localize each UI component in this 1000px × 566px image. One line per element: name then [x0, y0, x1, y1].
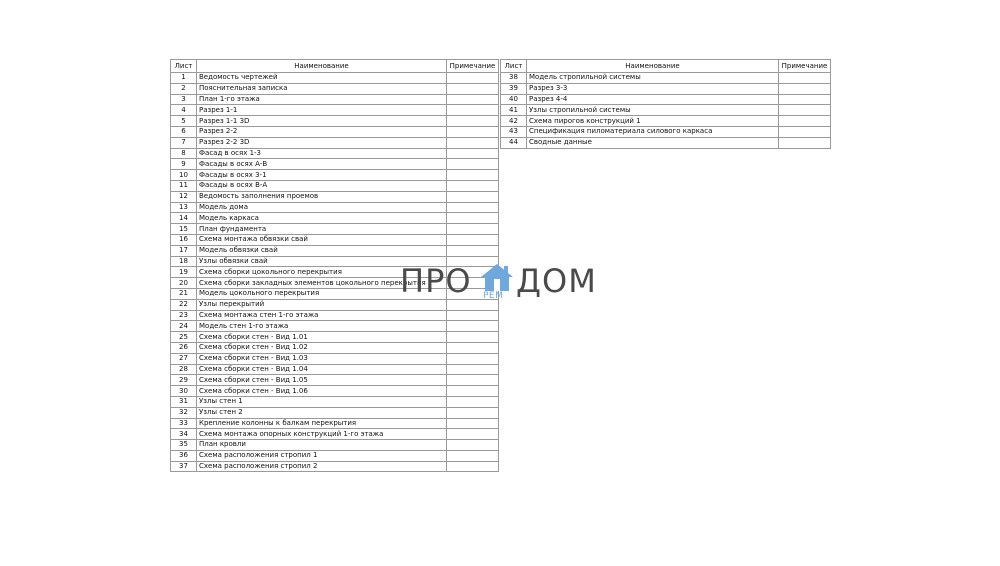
table-row — [171, 116, 499, 127]
sheet-number: 22 — [171, 299, 197, 310]
sheet-name: Схема монтажа стен 1-го этажа — [197, 310, 447, 321]
sheet-number: 3 — [171, 94, 197, 105]
sheet-note — [447, 137, 499, 148]
sheet-number: 40 — [501, 94, 527, 105]
sheet-number: 36 — [171, 450, 197, 461]
sheet-number: 43 — [501, 126, 527, 137]
sheet-name: Фасады в осях А-В — [197, 159, 447, 170]
sheet-note — [447, 396, 499, 407]
sheet-name: Схема пирогов конструкций 1 — [527, 116, 779, 127]
table-row — [171, 332, 499, 343]
sheet-number: 5 — [171, 116, 197, 127]
sheet-number: 35 — [171, 440, 197, 451]
table-row — [501, 126, 831, 137]
sheet-note — [779, 116, 831, 127]
table-row — [171, 396, 499, 407]
table-row — [171, 375, 499, 386]
sheet-note — [447, 332, 499, 343]
sheet-note — [447, 191, 499, 202]
sheet-note — [447, 461, 499, 472]
sheet-note — [447, 353, 499, 364]
sheet-name: Модель цокольного перекрытия — [197, 288, 447, 299]
table-row — [171, 234, 499, 245]
sheet-number: 37 — [171, 461, 197, 472]
sheet-name: Узлы стен 2 — [197, 407, 447, 418]
sheet-number: 11 — [171, 180, 197, 191]
sheet-number: 14 — [171, 213, 197, 224]
header-note: Примечание — [779, 60, 831, 73]
table-row — [171, 386, 499, 397]
sheet-note — [447, 364, 499, 375]
table-header-row — [501, 60, 831, 73]
sheet-name: Модель дома — [197, 202, 447, 213]
sheet-name: Схема сборки цокольного перекрытия — [197, 267, 447, 278]
sheet-name: Модель каркаса — [197, 213, 447, 224]
sheet-note — [447, 116, 499, 127]
table-row — [171, 105, 499, 116]
sheet-name: План кровли — [197, 440, 447, 451]
table-row — [171, 170, 499, 181]
sheet-note — [447, 440, 499, 451]
sheet-name: Спецификация пиломатериала силового каркаса — [527, 126, 779, 137]
sheet-name: Разрез 2-2 — [197, 126, 447, 137]
sheet-name: Фасад в осях 1-3 — [197, 148, 447, 159]
sheet-number: 10 — [171, 170, 197, 181]
table-row — [501, 137, 831, 148]
sheet-name: Схема расположения стропил 2 — [197, 461, 447, 472]
sheet-number: 44 — [501, 137, 527, 148]
sheet-name: Схема сборки стен - Вид 1.03 — [197, 353, 447, 364]
sheet-name: Ведомость чертежей — [197, 73, 447, 84]
sheet-number: 15 — [171, 224, 197, 235]
sheet-number: 21 — [171, 288, 197, 299]
table-row — [171, 83, 499, 94]
sheet-number: 13 — [171, 202, 197, 213]
sheet-note — [447, 224, 499, 235]
sheet-note — [447, 418, 499, 429]
sheet-note — [447, 450, 499, 461]
logo-word-left: ПРО — [400, 262, 472, 300]
sheet-name: Сводные данные — [527, 137, 779, 148]
sheet-note — [447, 245, 499, 256]
sheet-name: Модель стен 1-го этажа — [197, 321, 447, 332]
sheet-name: Схема сборки стен - Вид 1.04 — [197, 364, 447, 375]
sheet-number: 17 — [171, 245, 197, 256]
sheet-number: 18 — [171, 256, 197, 267]
header-name: Наименование — [527, 60, 779, 73]
table-row — [501, 83, 831, 94]
sheet-name: Разрез 4-4 — [527, 94, 779, 105]
sheet-note — [447, 148, 499, 159]
sheet-note — [447, 407, 499, 418]
table-row — [171, 364, 499, 375]
sheet-number: 25 — [171, 332, 197, 343]
sheet-note — [779, 137, 831, 148]
sheet-name: Ведомость заполнения проемов — [197, 191, 447, 202]
sheet-note — [779, 73, 831, 84]
sheet-number: 33 — [171, 418, 197, 429]
sheet-number: 28 — [171, 364, 197, 375]
sheet-number: 23 — [171, 310, 197, 321]
sheet-name: Узлы обвязки свай — [197, 256, 447, 267]
sheet-number: 16 — [171, 234, 197, 245]
table-row — [171, 429, 499, 440]
table-row — [171, 191, 499, 202]
sheet-number: 29 — [171, 375, 197, 386]
sheet-note — [779, 105, 831, 116]
logo-word-right: ДОМ — [516, 262, 597, 300]
sheet-number: 27 — [171, 353, 197, 364]
table-row — [171, 159, 499, 170]
sheet-note — [447, 386, 499, 397]
sheet-number: 41 — [501, 105, 527, 116]
sheet-name: Схема монтажа обвязки свай — [197, 234, 447, 245]
sheet-name: Разрез 3-3 — [527, 83, 779, 94]
sheet-note — [447, 310, 499, 321]
sheet-name: Схема сборки стен - Вид 1.02 — [197, 342, 447, 353]
sheet-note — [447, 342, 499, 353]
sheet-note — [447, 159, 499, 170]
house-icon — [479, 263, 515, 293]
table-row — [171, 418, 499, 429]
sheet-number: 32 — [171, 407, 197, 418]
sheet-name: Схема сборки стен - Вид 1.05 — [197, 375, 447, 386]
sheet-number: 26 — [171, 342, 197, 353]
sheet-note — [779, 94, 831, 105]
table-row — [171, 213, 499, 224]
sheet-name: Узлы перекрытий — [197, 299, 447, 310]
header-note: Примечание — [447, 60, 499, 73]
table-row — [171, 310, 499, 321]
table-row — [501, 116, 831, 127]
table-row — [171, 321, 499, 332]
sheet-name: План 1-го этажа — [197, 94, 447, 105]
sheet-note — [779, 126, 831, 137]
sheet-note — [447, 234, 499, 245]
drawings-table-right — [500, 59, 831, 149]
sheet-name: Узлы стропильной системы — [527, 105, 779, 116]
sheet-name: Фасады в осях 3-1 — [197, 170, 447, 181]
sheet-note — [447, 83, 499, 94]
table-row — [171, 148, 499, 159]
watermark-logo — [400, 262, 600, 304]
table-row — [171, 461, 499, 472]
sheet-name: Разрез 1-1 — [197, 105, 447, 116]
sheet-note — [447, 94, 499, 105]
sheet-number: 39 — [501, 83, 527, 94]
sheet-number: 31 — [171, 396, 197, 407]
sheet-name: Разрез 2-2 3D — [197, 137, 447, 148]
table-row — [171, 450, 499, 461]
sheet-note — [447, 375, 499, 386]
table-row — [171, 353, 499, 364]
sheet-name: Узлы стен 1 — [197, 396, 447, 407]
sheet-name: Схема расположения стропил 1 — [197, 450, 447, 461]
sheet-name: Модель стропильной системы — [527, 73, 779, 84]
sheet-number: 4 — [171, 105, 197, 116]
sheet-number: 2 — [171, 83, 197, 94]
sheet-name: План фундамента — [197, 224, 447, 235]
sheet-note — [447, 170, 499, 181]
sheet-name: Схема сборки закладных элементов цокольного перекрытия — [197, 278, 447, 289]
sheet-note — [447, 105, 499, 116]
sheet-note — [779, 83, 831, 94]
sheet-number: 34 — [171, 429, 197, 440]
header-name: Наименование — [197, 60, 447, 73]
table-row — [171, 440, 499, 451]
sheet-name: Модель обвязки свай — [197, 245, 447, 256]
sheet-number: 7 — [171, 137, 197, 148]
sheet-name: Фасады в осях В-А — [197, 180, 447, 191]
logo-sub: РЕМ — [483, 291, 504, 301]
sheet-number: 30 — [171, 386, 197, 397]
table-row — [171, 126, 499, 137]
sheet-note — [447, 321, 499, 332]
table-row — [171, 202, 499, 213]
sheet-note — [447, 126, 499, 137]
table-row — [171, 73, 499, 84]
sheet-number: 6 — [171, 126, 197, 137]
sheet-number: 24 — [171, 321, 197, 332]
table-row — [171, 245, 499, 256]
table-row — [171, 407, 499, 418]
sheet-number: 20 — [171, 278, 197, 289]
table-header-row — [171, 60, 499, 73]
table-row — [171, 180, 499, 191]
table-row — [171, 224, 499, 235]
sheet-number: 38 — [501, 73, 527, 84]
sheet-note — [447, 73, 499, 84]
sheet-number: 12 — [171, 191, 197, 202]
sheet-name: Крепление колонны к балкам перекрытия — [197, 418, 447, 429]
sheet-name: Схема монтажа опорных конструкций 1-го этажа — [197, 429, 447, 440]
table-row — [171, 137, 499, 148]
sheet-number: 42 — [501, 116, 527, 127]
table-row — [171, 94, 499, 105]
sheet-number: 19 — [171, 267, 197, 278]
sheet-name: Схема сборки стен - Вид 1.06 — [197, 386, 447, 397]
sheet-number: 8 — [171, 148, 197, 159]
table-row — [501, 73, 831, 84]
header-sheet: Лист — [171, 60, 197, 73]
sheet-note — [447, 429, 499, 440]
sheet-note — [447, 202, 499, 213]
sheet-name: Разрез 1-1 3D — [197, 116, 447, 127]
table-row — [171, 342, 499, 353]
table-row — [501, 105, 831, 116]
sheet-note — [447, 213, 499, 224]
sheet-number: 9 — [171, 159, 197, 170]
header-sheet: Лист — [501, 60, 527, 73]
sheet-note — [447, 180, 499, 191]
table-row — [501, 94, 831, 105]
sheet-name: Схема сборки стен - Вид 1.01 — [197, 332, 447, 343]
sheet-number: 1 — [171, 73, 197, 84]
sheet-name: Пояснительная записка — [197, 83, 447, 94]
